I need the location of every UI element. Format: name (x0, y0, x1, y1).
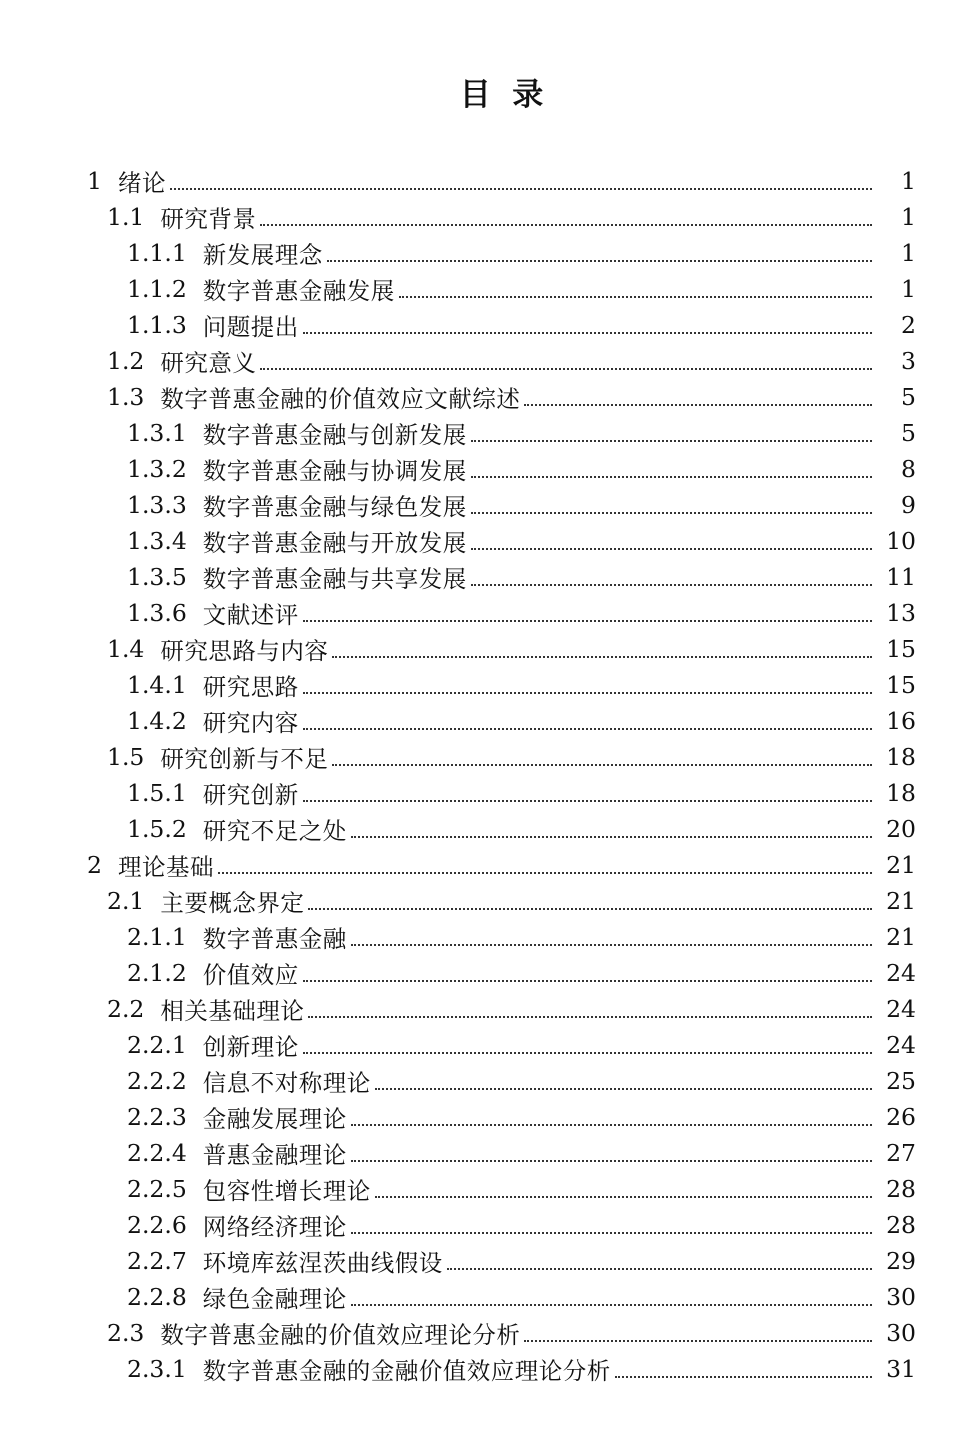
toc-entry-number: 1.4 (107, 635, 145, 663)
toc-entry-number: 1.1.2 (127, 275, 187, 303)
toc-entry-title: 研究创新与不足 (160, 745, 329, 773)
toc-entry[interactable] (0, 883, 970, 919)
toc-entry[interactable] (0, 739, 970, 775)
toc-entry[interactable] (0, 595, 970, 631)
toc-entry-title: 数字普惠金融与创新发展 (202, 421, 467, 449)
toc-entry-title: 研究思路与内容 (160, 637, 329, 665)
toc-dot-leader (332, 656, 872, 658)
toc-entry-number: 2.1 (107, 887, 145, 915)
toc-entry-page-number: 5 (901, 383, 916, 411)
toc-entry-number: 1.3 (107, 383, 145, 411)
toc-entry-number: 2.2.2 (127, 1067, 187, 1095)
toc-entry-page-number: 20 (886, 815, 916, 843)
toc-entry[interactable] (0, 1279, 970, 1315)
toc-entry-title: 研究内容 (202, 709, 299, 737)
toc-entry[interactable] (0, 1315, 970, 1351)
toc-dot-leader (303, 728, 872, 730)
toc-entry[interactable] (0, 991, 970, 1027)
toc-entry[interactable] (0, 343, 970, 379)
toc-entry-title: 数字普惠金融与协调发展 (202, 457, 467, 485)
toc-dot-leader (524, 404, 872, 406)
toc-entry-title: 数字普惠金融与绿色发展 (202, 493, 467, 521)
toc-entry-title: 主要概念界定 (160, 889, 305, 917)
toc-entry-number: 2.2.6 (127, 1211, 187, 1239)
toc-entry-number: 1.3.6 (127, 599, 187, 627)
toc-entry-number: 1.3.2 (127, 455, 187, 483)
toc-entry-page-number: 9 (901, 491, 916, 519)
toc-entry-page-number: 30 (886, 1319, 916, 1347)
toc-entry[interactable] (0, 199, 970, 235)
toc-entry-page-number: 10 (886, 527, 916, 555)
toc-entry-page-number: 21 (886, 851, 916, 879)
toc-entry-page-number: 16 (886, 707, 916, 735)
toc-entry-number: 2.3.1 (127, 1355, 187, 1383)
toc-entry[interactable] (0, 1243, 970, 1279)
toc-entry-page-number: 18 (886, 779, 916, 807)
toc-entry-page-number: 25 (886, 1067, 916, 1095)
toc-entry-number: 2.2.3 (127, 1103, 187, 1131)
toc-entry[interactable] (0, 811, 970, 847)
toc-entry-page-number: 2 (901, 311, 916, 339)
toc-entry-number: 1.4.2 (127, 707, 187, 735)
toc-entry[interactable] (0, 271, 970, 307)
toc-entry-page-number: 15 (886, 635, 916, 663)
toc-dot-leader (260, 368, 872, 370)
toc-entry-title: 绿色金融理论 (202, 1285, 347, 1313)
toc-dot-leader (218, 872, 872, 874)
toc-entry-page-number: 8 (901, 455, 916, 483)
toc-entry-number: 1.3.4 (127, 527, 187, 555)
toc-entry-page-number: 1 (901, 167, 916, 195)
toc-dot-leader (615, 1376, 872, 1378)
toc-entry[interactable] (0, 1063, 970, 1099)
toc-entry-page-number: 1 (901, 275, 916, 303)
toc-entry-title: 数字普惠金融与开放发展 (202, 529, 467, 557)
toc-entry-title: 研究思路 (202, 673, 299, 701)
toc-dot-leader (471, 584, 872, 586)
toc-entry-number: 2.1.1 (127, 923, 187, 951)
toc-entry-number: 2.2.7 (127, 1247, 187, 1275)
toc-entry[interactable] (0, 703, 970, 739)
toc-dot-leader (471, 548, 872, 550)
toc-entry[interactable] (0, 163, 970, 199)
toc-entry[interactable] (0, 1135, 970, 1171)
toc-entry[interactable] (0, 451, 970, 487)
toc-entry[interactable] (0, 955, 970, 991)
toc-entry-page-number: 21 (886, 923, 916, 951)
toc-dot-leader (303, 620, 872, 622)
toc-entry-number: 1.1.3 (127, 311, 187, 339)
toc-title: 目 录 (459, 77, 544, 113)
toc-entry-number: 2.2.4 (127, 1139, 187, 1167)
toc-list (0, 163, 970, 1387)
toc-entry-title: 金融发展理论 (202, 1105, 347, 1133)
toc-dot-leader (332, 764, 872, 766)
toc-entry-title: 普惠金融理论 (202, 1141, 347, 1169)
toc-entry-page-number: 28 (886, 1175, 916, 1203)
toc-dot-leader (351, 1124, 872, 1126)
toc-entry-number: 2 (87, 851, 102, 879)
toc-entry-page-number: 5 (901, 419, 916, 447)
toc-entry-number: 2.2 (107, 995, 145, 1023)
toc-entry-number: 1.3.3 (127, 491, 187, 519)
toc-entry-number: 2.2.1 (127, 1031, 187, 1059)
toc-entry-page-number: 3 (901, 347, 916, 375)
toc-entry[interactable] (0, 379, 970, 415)
toc-entry-title: 数字普惠金融发展 (202, 277, 395, 305)
toc-entry-title: 价值效应 (202, 961, 299, 989)
toc-entry[interactable] (0, 1207, 970, 1243)
toc-entry[interactable] (0, 847, 970, 883)
toc-entry-title: 研究背景 (160, 205, 257, 233)
toc-dot-leader (375, 1196, 872, 1198)
toc-dot-leader (303, 1052, 872, 1054)
toc-entry-page-number: 13 (886, 599, 916, 627)
toc-entry-number: 1.5.2 (127, 815, 187, 843)
toc-entry-number: 2.2.5 (127, 1175, 187, 1203)
toc-entry-page-number: 24 (886, 1031, 916, 1059)
toc-entry-page-number: 18 (886, 743, 916, 771)
toc-dot-leader (351, 944, 872, 946)
toc-entry[interactable] (0, 523, 970, 559)
toc-entry-page-number: 21 (886, 887, 916, 915)
toc-dot-leader (399, 296, 872, 298)
toc-dot-leader (351, 1160, 872, 1162)
toc-entry-title: 问题提出 (202, 313, 299, 341)
toc-entry-title: 包容性增长理论 (202, 1177, 371, 1205)
toc-dot-leader (471, 512, 872, 514)
toc-entry-title: 环境库兹涅茨曲线假设 (202, 1249, 443, 1277)
toc-dot-leader (447, 1268, 872, 1270)
toc-entry[interactable] (0, 667, 970, 703)
toc-entry-number: 1.4.1 (127, 671, 187, 699)
toc-entry-page-number: 28 (886, 1211, 916, 1239)
toc-dot-leader (303, 980, 872, 982)
toc-entry[interactable] (0, 1027, 970, 1063)
toc-entry[interactable] (0, 559, 970, 595)
toc-entry-page-number: 29 (886, 1247, 916, 1275)
toc-dot-leader (471, 476, 872, 478)
toc-entry-page-number: 31 (886, 1355, 916, 1383)
toc-entry-number: 1 (87, 167, 102, 195)
toc-entry-page-number: 24 (886, 995, 916, 1023)
toc-entry-title: 数字普惠金融与共享发展 (202, 565, 467, 593)
toc-entry-title: 数字普惠金融的价值效应理论分析 (160, 1321, 521, 1349)
toc-entry-page-number: 26 (886, 1103, 916, 1131)
toc-dot-leader (375, 1088, 872, 1090)
toc-dot-leader (260, 224, 872, 226)
toc-entry-title: 相关基础理论 (160, 997, 305, 1025)
toc-entry-page-number: 11 (886, 563, 916, 591)
toc-entry[interactable] (0, 307, 970, 343)
toc-entry-number: 2.1.2 (127, 959, 187, 987)
toc-dot-leader (303, 332, 872, 334)
toc-entry[interactable] (0, 1171, 970, 1207)
toc-entry-title: 创新理论 (202, 1033, 299, 1061)
toc-entry-number: 1.1.1 (127, 239, 187, 267)
toc-entry[interactable] (0, 631, 970, 667)
toc-entry[interactable] (0, 919, 970, 955)
toc-entry-title: 研究意义 (160, 349, 257, 377)
toc-dot-leader (327, 260, 872, 262)
toc-entry[interactable] (0, 415, 970, 451)
toc-entry[interactable] (0, 1351, 970, 1387)
toc-entry-number: 1.3.1 (127, 419, 187, 447)
toc-entry-title: 数字普惠金融的价值效应文献综述 (160, 385, 521, 413)
toc-entry[interactable] (0, 487, 970, 523)
toc-entry-page-number: 30 (886, 1283, 916, 1311)
toc-entry-title: 文献述评 (202, 601, 299, 629)
toc-dot-leader (308, 908, 872, 910)
toc-entry-number: 2.2.8 (127, 1283, 187, 1311)
toc-entry-title: 信息不对称理论 (202, 1069, 371, 1097)
toc-dot-leader (351, 836, 872, 838)
toc-entry-number: 2.3 (107, 1319, 145, 1347)
toc-dot-leader (471, 440, 872, 442)
toc-dot-leader (170, 188, 872, 190)
toc-dot-leader (351, 1232, 872, 1234)
toc-dot-leader (303, 800, 872, 802)
toc-entry[interactable] (0, 1099, 970, 1135)
toc-entry-title: 数字普惠金融的金融价值效应理论分析 (202, 1357, 611, 1385)
toc-entry-title: 理论基础 (117, 853, 214, 881)
toc-dot-leader (524, 1340, 872, 1342)
toc-entry[interactable] (0, 235, 970, 271)
toc-entry-page-number: 27 (886, 1139, 916, 1167)
toc-entry-title: 网络经济理论 (202, 1213, 347, 1241)
toc-entry-title: 研究不足之处 (202, 817, 347, 845)
toc-entry-number: 1.5 (107, 743, 145, 771)
toc-entry-number: 1.5.1 (127, 779, 187, 807)
toc-entry-page-number: 15 (886, 671, 916, 699)
toc-entry-number: 1.3.5 (127, 563, 187, 591)
toc-entry-page-number: 1 (901, 239, 916, 267)
toc-entry-page-number: 24 (886, 959, 916, 987)
toc-dot-leader (303, 692, 872, 694)
toc-entry-title: 绪论 (117, 169, 166, 197)
toc-entry-page-number: 1 (901, 203, 916, 231)
toc-entry[interactable] (0, 775, 970, 811)
toc-entry-title: 新发展理念 (202, 241, 323, 269)
toc-dot-leader (308, 1016, 872, 1018)
toc-entry-title: 数字普惠金融 (202, 925, 347, 953)
toc-dot-leader (351, 1304, 872, 1306)
toc-entry-title: 研究创新 (202, 781, 299, 809)
toc-entry-number: 1.1 (107, 203, 145, 231)
toc-entry-number: 1.2 (107, 347, 145, 375)
